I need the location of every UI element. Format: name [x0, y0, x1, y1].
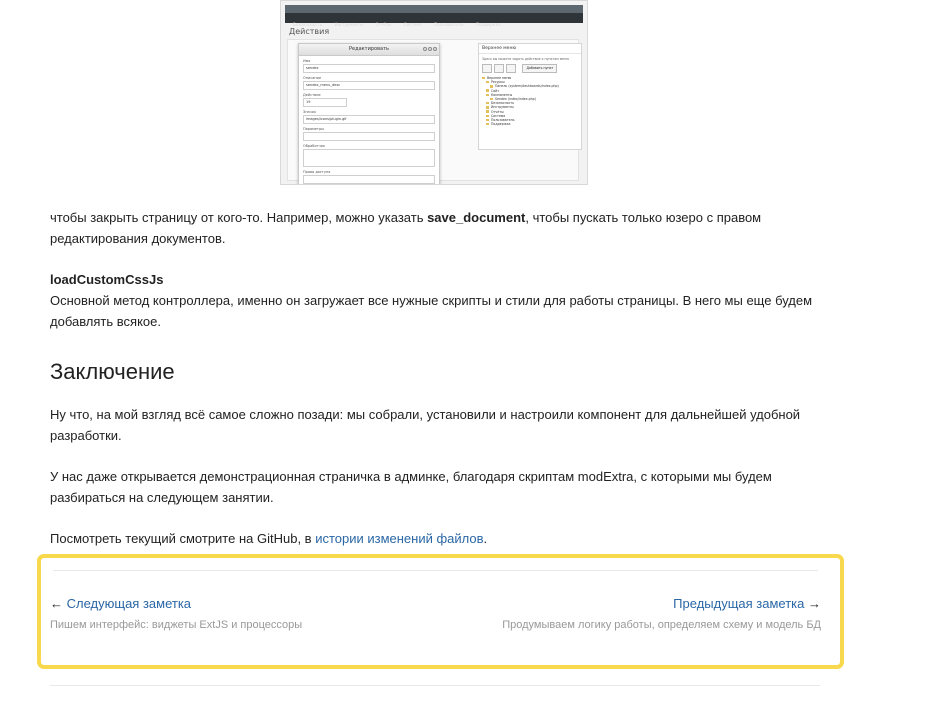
tree-node: Безопасность: [482, 101, 578, 105]
tree-node: Система: [482, 114, 578, 118]
tree-title: Верхнее меню: [479, 44, 581, 54]
refresh-icon: [506, 64, 516, 73]
tree-list: [479, 74, 581, 128]
tree-node: Панель (system/dashboards/index.php): [482, 84, 578, 88]
text-run: Основной метод контроллера, именно он загружает все нужные скрипты и стили для работы страницы. В него мы еще будем: [50, 293, 813, 308]
field-label: Права доступа: [303, 170, 331, 174]
tree-node: Инструменты: [482, 105, 578, 109]
paragraph-method: [50, 269, 812, 332]
arrow-right-icon: →: [808, 596, 821, 611]
collapse-icon: [494, 64, 504, 73]
tree-toolbar: [479, 64, 581, 74]
screenshot-menu-item: Система: [403, 22, 422, 27]
next-post-title: Пишем интерфейс: виджеты ExtJS и процессоры: [50, 619, 303, 631]
screenshot-window-title: [299, 44, 439, 56]
window-title-text: Редактировать: [349, 46, 389, 52]
text-run: редактирования документов.: [50, 231, 226, 246]
tree-node: Sendex (index/index.php): [482, 97, 578, 101]
field-textarea: [303, 149, 435, 167]
paragraph-github: [50, 528, 487, 549]
screenshot-menu-item: Отчёты: [375, 22, 392, 27]
prev-post-link[interactable]: Предыдущая заметка: [673, 596, 805, 611]
tree-node: Поддержка: [482, 122, 578, 126]
expand-icon: [482, 64, 492, 73]
field-label: Действие: [303, 93, 321, 97]
paragraph-demo: [50, 466, 772, 508]
text-run: .: [483, 531, 488, 546]
screenshot-page-title: Действия: [289, 27, 330, 36]
section-heading: Заключение: [50, 359, 175, 384]
tree-node: Сайт: [482, 89, 578, 93]
window-maximize-icon: [428, 47, 432, 51]
post-navigation: [37, 554, 844, 669]
prev-post-link-row: [673, 596, 821, 611]
field-label: Обработчик: [303, 144, 326, 148]
field-label: Значок: [303, 110, 317, 114]
screenshot-menu-item: Инструменты: [334, 22, 364, 27]
screenshot-menu-item: Пользователь: [434, 22, 464, 27]
text-run: разбираться на следующем занятии.: [50, 490, 274, 505]
paragraph-permissions: [50, 207, 761, 249]
history-link[interactable]: истории изменений файлов: [315, 531, 484, 546]
text-run: чтобы закрыть страницу от кого-то. Например, можно указать: [50, 210, 428, 225]
field-input: sendex: [303, 64, 435, 73]
field-label: Описание: [303, 76, 322, 80]
field-input: images/icons/plugin.gif: [303, 115, 435, 124]
tree-node: Верхнее меню: [482, 76, 578, 80]
paragraph-conclusion: [50, 404, 800, 446]
field-input: [303, 175, 435, 184]
permission-name: save_document: [427, 210, 526, 225]
arrow-left-icon: ←: [50, 596, 63, 611]
screenshot-menu-item: Безопасность: [293, 22, 322, 27]
screenshot-menubar: [285, 13, 583, 27]
window-minimize-icon: [423, 47, 427, 51]
tree-description: Здесь вы можете задать действие к пунктам меню: [482, 57, 569, 61]
window-close-icon: [433, 47, 437, 51]
article-screenshot: [280, 0, 588, 185]
text-run: , чтобы пускать только юзеро с правом: [525, 210, 762, 225]
prev-post-title: Продумываем логику работы, определяем схему и модель БД: [502, 619, 821, 631]
screenshot-topbar: [285, 5, 583, 13]
tree-node: Пользователь: [482, 118, 578, 122]
screenshot-edit-window: [298, 43, 440, 185]
text-run: разработки.: [50, 428, 122, 443]
add-item-button: Добавить пункт: [522, 64, 557, 73]
screenshot-menu-tree: [478, 43, 582, 150]
text-run: Ну что, на мой взгляд всё самое сложно позади: мы собрали, установили и настроили компонент для дальнейшей удобной: [50, 407, 801, 422]
field-label: Параметры: [303, 127, 324, 131]
field-input: [303, 132, 435, 141]
next-post-link-row: [50, 596, 191, 611]
method-name: loadCustomCssJs: [50, 272, 164, 287]
text-run: добавлять всякое.: [50, 314, 161, 329]
screenshot-menu-item: Поддержка: [476, 22, 501, 27]
divider: [53, 570, 818, 571]
field-label: Имя: [303, 59, 311, 63]
next-post-link[interactable]: Следующая заметка: [66, 596, 192, 611]
tree-node: Компоненты: [482, 93, 578, 97]
text-run: У нас даже открывается демонстрационная страничка в админке, благодаря скриптам modExtra, с которыми мы будем: [50, 469, 772, 484]
tree-node: Отчёты: [482, 110, 578, 114]
divider: [50, 685, 820, 686]
tree-node: Ресурсы: [482, 80, 578, 84]
field-select: 19: [303, 98, 347, 107]
text-run: Посмотреть текущий смотрите на GitHub, в: [50, 531, 316, 546]
field-input: sendex_menu_desc: [303, 81, 435, 90]
